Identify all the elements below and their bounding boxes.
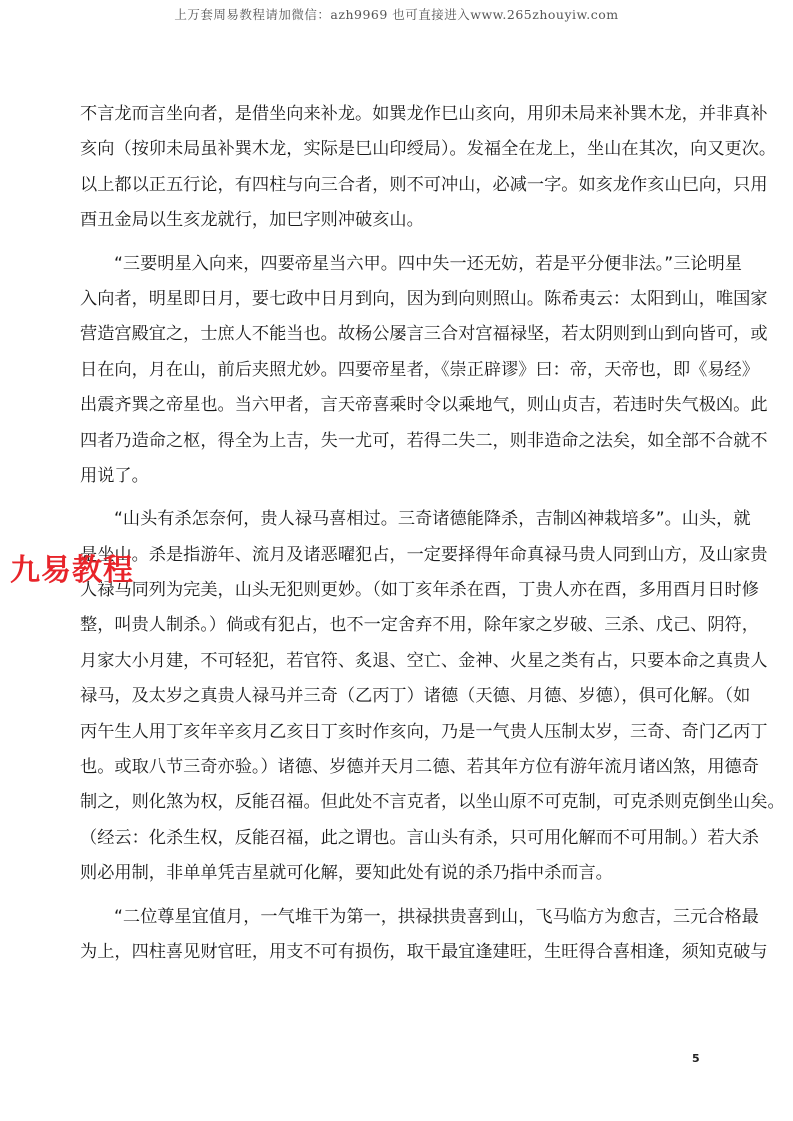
page-number: 5	[692, 1052, 700, 1065]
text-line: “二位尊星宜值月，一气堆干为第一，拱禄拱贵喜到山，飞马临方为愈吉，三元合格最	[114, 906, 759, 927]
text-line: “三要明星入向来，四要帝星当六甲。四中失一还无妨，若是平分便非法。”三论明星	[114, 253, 742, 274]
paragraph	[80, 97, 777, 239]
text-line: 营造宫殿宜之，士庶人不能当也。故杨公屡言三合对宫福禄坚，若太阴则到山到向皆可，或	[80, 324, 768, 345]
text-line: 丙午生人用丁亥年辛亥月乙亥日丁亥时作亥向，乃是一气贵人压制太岁，三奇、奇门乙丙丁	[80, 721, 768, 742]
text-line: 亥向（按卯未局虽补巽木龙，实际是巳山印绶局）。发福全在龙上，坐山在其次，向又更次。	[80, 139, 777, 160]
text-line: 酉丑金局以生亥龙就行，加巳字则冲破亥山。	[80, 210, 424, 231]
text-line: 日在向，月在山，前后夹照尤妙。四要帝星者，《崇正辟谬》曰：帝，天帝也，即《易经》	[80, 359, 759, 380]
text-line: “山头有杀怎奈何，贵人禄马喜相过。三奇诸德能降杀，吉制凶神栽培多”。山头，就	[114, 509, 751, 530]
text-line: 出震齐巽之帝星也。当六甲者，言天帝喜乘时令以乘地气，则山贞吉，若违时失气极凶。此	[80, 395, 768, 416]
text-line: 四者乃造命之枢，得全为上吉，失一尤可，若得二失二，则非造命之法矣，如全部不合就不	[80, 430, 768, 451]
text-line: 也。或取八节三奇亦验。）诸德、岁德并天月二德、若其年方位有游年流月诸凶煞，用德奇	[80, 757, 759, 778]
text-line: 入向者，明星即日月，要七政中日月到向，因为到向则照山。陈希夷云：太阳到山，唯国家	[80, 288, 768, 309]
text-line: 禄马，及太岁之真贵人禄马并三奇（乙丙丁）诸德（天德、月德、岁德），俱可化解。（如	[80, 686, 751, 707]
text-line: （经云：化杀生权，反能召福，此之谓也。言山头有杀，只可用化解而不可用制。）若大杀	[80, 827, 759, 848]
text-line: 则必用制，非单单凭吉星就可化解，要知此处有说的杀乃指中杀而言。	[80, 863, 613, 884]
text-line: 用说了。	[80, 465, 149, 486]
paragraph	[80, 502, 785, 891]
text-line: 为上，四柱喜见财官旺，用支不可有损伤，取干最宜逢建旺，生旺得合喜相逢，须知克破与	[80, 941, 768, 962]
text-line: 人禄马同列为完美，山头无犯则更妙。（如丁亥年杀在酉，丁贵人亦在酉，多用酉月日时修	[80, 580, 759, 601]
paragraph	[80, 900, 768, 971]
watermark-logo: 九易教程	[10, 553, 134, 588]
text-line: 以上都以正五行论，有四柱与向三合者，则不可冲山，必减一字。如亥龙作亥山巳向，只用	[80, 174, 768, 195]
paragraph	[80, 247, 768, 495]
text-line: 制之，则化煞为权，反能召福。但此处不言克者，以坐山原不可克制，可克杀则克倒坐山矣。	[80, 792, 785, 813]
page-header: 上万套周易教程请加微信：azh9969 也可直接进入www.265zhouyiw.com	[174, 7, 619, 22]
text-line: 月家大小月建，不可轻犯，若官符、炙退、空亡、金神、火星之类有占，只要本命之真贵人	[80, 650, 768, 671]
text-line: 是坐山。杀是指游年、流月及诸恶曜犯占，一定要择得年命真禄马贵人同到山方，及山家贵	[80, 544, 768, 565]
text-line: 不言龙而言坐向者，是借坐向来补龙。如巽龙作巳山亥向，用卯未局来补巽木龙，并非真补	[80, 104, 768, 124]
body-text	[80, 97, 785, 970]
text-line: 整，叫贵人制杀。）倘或有犯占，也不一定舍弃不用，除年家之岁破、三杀、戊己、阴符，	[80, 615, 759, 636]
